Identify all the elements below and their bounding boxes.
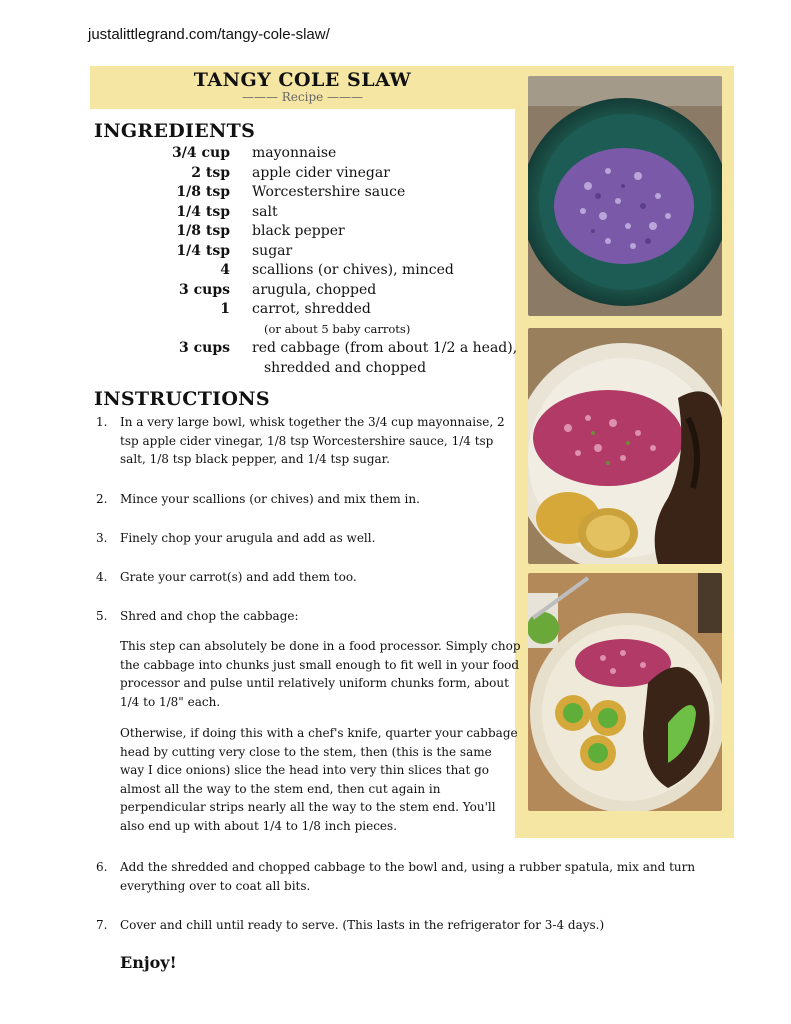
plated-meal-sauce-photo <box>528 573 722 811</box>
step-line: almost all the way to the stem end, then cut again in <box>120 781 441 796</box>
ingredient-row <box>94 164 514 184</box>
step-line: Otherwise, if doing this with a chef's knife, quarter your cabbage <box>120 726 518 740</box>
step-number: 2. <box>96 492 108 506</box>
ingredient-qty: 3 cups <box>179 340 230 356</box>
ingredient-row <box>94 242 514 262</box>
ingredient-name: scallions (or chives), minced <box>252 262 454 278</box>
ingredient-name: mayonnaise <box>252 145 337 161</box>
ingredient-qty: 2 tsp <box>191 164 230 181</box>
recipe-title: TANGY COLE SLAW <box>193 69 412 91</box>
ingredient-row <box>94 300 514 320</box>
step-number: 7. <box>96 918 108 932</box>
step-number: 4. <box>96 570 108 584</box>
ingredient-row <box>94 339 518 359</box>
source-url: justalittlegrand.com/tangy-cole-slaw/ <box>88 26 330 43</box>
instructions-heading: INSTRUCTIONS <box>94 388 270 410</box>
step-line: Finely chop your arugula and add as well. <box>120 531 376 545</box>
step-line: everything over to coat all bits. <box>120 878 311 893</box>
ingredient-row <box>94 183 514 203</box>
ingredient-qty: 1 <box>220 301 230 317</box>
step-line: also end up with about 1/4 to 1/8 inch pieces. <box>120 818 398 833</box>
step-number: 3. <box>96 531 108 545</box>
step-line: salt, 1/8 tsp black pepper, and 1/4 tsp sugar. <box>120 452 390 466</box>
ingredient-qty: 1/8 tsp <box>176 184 230 200</box>
step-line: Shred and chop the cabbage: <box>120 609 299 623</box>
step-number: 5. <box>96 609 108 623</box>
step-line: perpendicular strips nearly all the way to the stem end. You'll <box>120 800 496 814</box>
step-line: Add the shredded and chopped cabbage to the bowl and, using a rubber spatula, mix and turn <box>120 860 696 874</box>
ingredient-qty: 3 cups <box>179 281 230 298</box>
ingredient-name: red cabbage (from about 1/2 a head), <box>252 340 518 356</box>
recipe-subtitle: ——— Recipe ——— <box>241 90 364 104</box>
ingredient-name: apple cider vinegar <box>252 164 390 181</box>
ingredient-row <box>94 222 514 242</box>
ingredient-name: carrot, shredded <box>252 301 371 317</box>
ingredient-name: shredded and chopped <box>264 359 427 376</box>
ingredients-heading: INGREDIENTS <box>94 120 256 142</box>
step-line: 1/4 to 1/8" each. <box>120 694 221 709</box>
ingredient-name: salt <box>252 203 278 220</box>
ingredient-qty: 1/4 tsp <box>176 242 230 259</box>
ingredient-note-row <box>94 320 514 340</box>
ingredient-qty: 4 <box>220 262 230 278</box>
enjoy-signoff: Enjoy! <box>120 953 177 972</box>
step-line: the cabbage into chunks just small enough to fit well in your food <box>120 657 520 672</box>
step-number: 6. <box>96 860 108 874</box>
ingredient-name: Worcestershire sauce <box>252 184 406 200</box>
step-line: processor and pulse until relatively uniform chunks form, about <box>120 676 509 690</box>
ingredient-name: arugula, chopped <box>252 281 377 298</box>
ingredient-row <box>94 144 514 164</box>
ingredient-continuation-row <box>94 359 514 379</box>
ingredient-row <box>94 261 514 281</box>
step-line: In a very large bowl, whisk together the 3/4 cup mayonnaise, 2 <box>120 415 505 429</box>
coleslaw-bowl-photo <box>528 76 722 316</box>
plated-meal-photo <box>528 328 722 564</box>
ingredient-note: (or about 5 baby carrots) <box>264 321 411 336</box>
ingredient-row <box>94 203 514 223</box>
ingredient-qty: 3/4 cup <box>172 145 230 161</box>
ingredient-row <box>94 281 514 301</box>
step-line: This step can absolutely be done in a food processor. Simply chop <box>120 639 521 653</box>
step-line: Cover and chill until ready to serve. (This lasts in the refrigerator for 3-4 days.) <box>120 918 605 932</box>
ingredient-qty: 1/8 tsp <box>176 223 230 239</box>
step-number: 1. <box>96 415 108 429</box>
ingredient-name: black pepper <box>252 223 345 239</box>
ingredient-name: sugar <box>252 242 293 259</box>
step-line: way I dice onions) slice the head into very thin slices that go <box>120 763 489 777</box>
ingredient-qty: 1/4 tsp <box>176 203 230 220</box>
step-line: Mince your scallions (or chives) and mix them in. <box>120 492 420 506</box>
step-line: tsp apple cider vinegar, 1/8 tsp Worcestershire sauce, 1/4 tsp <box>120 433 494 448</box>
step-line: Grate your carrot(s) and add them too. <box>120 570 357 584</box>
ingredients-list <box>94 144 518 378</box>
step-line: head by cutting very close to the stem, then (this is the same <box>120 744 492 759</box>
